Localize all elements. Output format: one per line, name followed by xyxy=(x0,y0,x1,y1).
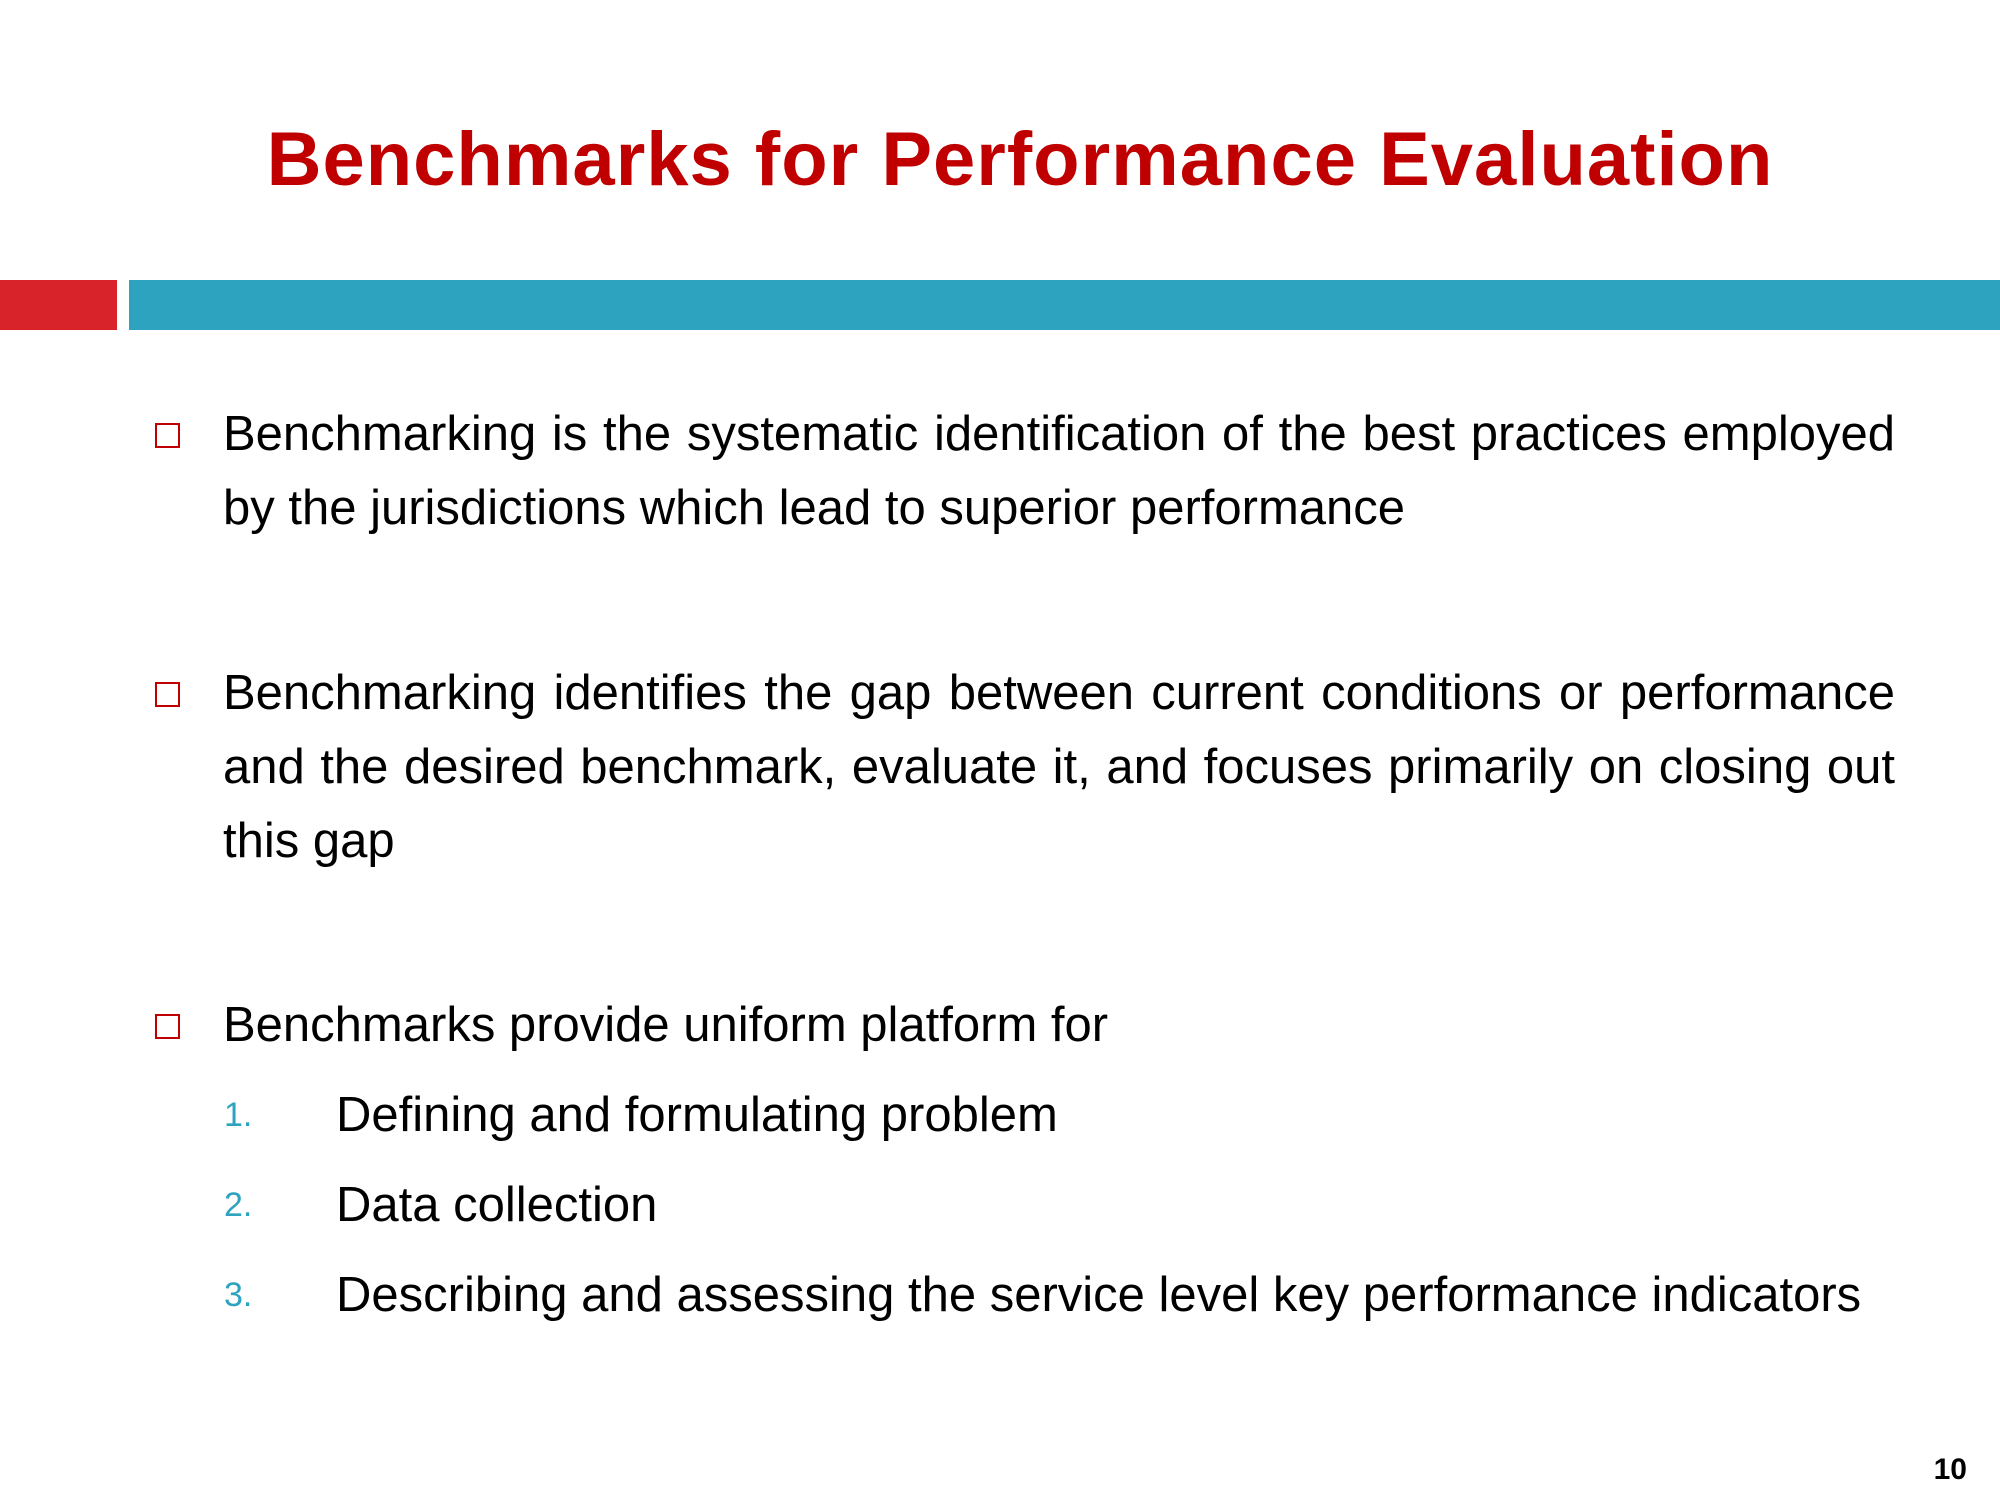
hollow-square-bullet-icon xyxy=(155,423,180,448)
list-number: 1. xyxy=(224,1096,253,1134)
slide-title: Benchmarks for Performance Evaluation xyxy=(266,117,1774,202)
hollow-square-bullet-icon xyxy=(155,682,180,707)
bullet-text: Benchmarks provide uniform platform for xyxy=(223,998,1109,1052)
list-item: Data collection xyxy=(336,1178,658,1232)
list-item: Describing and assessing the service level key performance indicators xyxy=(336,1268,1862,1322)
list-number: 2. xyxy=(224,1186,253,1224)
list-number: 3. xyxy=(224,1276,253,1314)
hollow-square-bullet-icon xyxy=(155,1014,180,1039)
page-number: 10 xyxy=(1933,1453,1967,1486)
bullet-text: Benchmarking identifies the gap between current conditions or performance and the desired benchmark, evaluate it, and focuses primarily on closing out this gap xyxy=(223,666,1895,868)
list-item: Defining and formulating problem xyxy=(336,1088,1058,1142)
bullet-text: Benchmarking is the systematic identification of the best practices employed by the jurisdictions which lead to superior performance xyxy=(223,407,1895,535)
